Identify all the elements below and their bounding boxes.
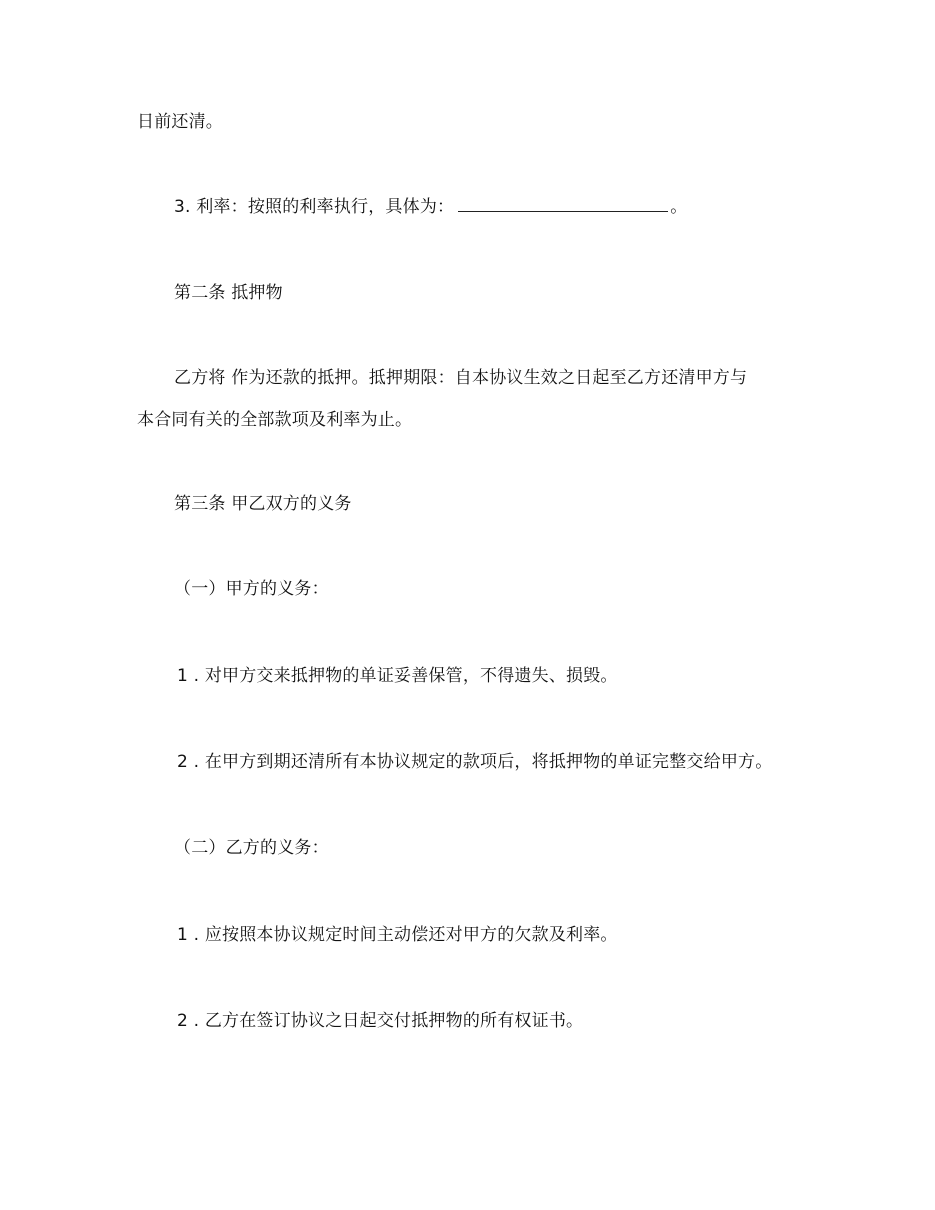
paragraph-interest-rate: [174, 196, 687, 218]
article-3-heading: 第三条 甲乙双方的义务: [174, 494, 352, 514]
party-a-obligations-heading: （一）甲方的义务：: [174, 579, 329, 599]
party-a-obligation-1: 1 . 对甲方交来抵押物的单证妥善保管，不得遗失、损毁。: [177, 666, 618, 686]
party-b-obligations-heading: （二）乙方的义务：: [174, 838, 329, 858]
interest-rate-blank: [458, 196, 668, 212]
paragraph-repayment-end: 日前还清。: [137, 112, 223, 132]
paragraph-collateral-line-1: 乙方将 作为还款的抵押。抵押期限：自本协议生效之日起至乙方还清甲方与: [174, 368, 748, 388]
paragraph-collateral-line-2: 本合同有关的全部款项及利率为止。: [137, 410, 413, 430]
party-b-obligation-2: 2 . 乙方在签订协议之日起交付抵押物的所有权证书。: [177, 1011, 584, 1031]
article-2-heading: 第二条 抵押物: [174, 283, 283, 303]
party-b-obligation-1: 1 . 应按照本协议规定时间主动偿还对甲方的欠款及利率。: [177, 925, 618, 945]
interest-rate-end: 。: [670, 197, 688, 217]
interest-rate-text: 3. 利率：按照的利率执行，具体为：: [174, 197, 455, 217]
party-a-obligation-2: 2 . 在甲方到期还清所有本协议规定的款项后，将抵押物的单证完整交给甲方。: [177, 752, 773, 772]
